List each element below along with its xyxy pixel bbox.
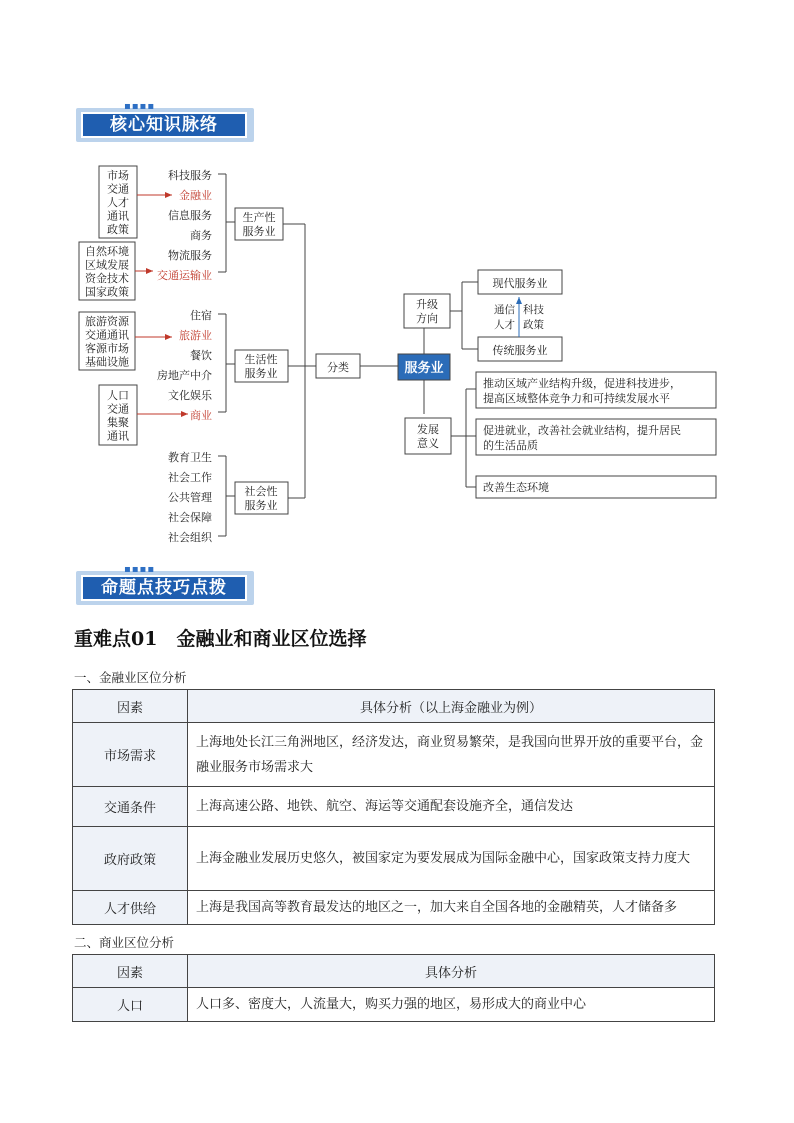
social-item: 社会工作: [168, 471, 212, 484]
knowledge-mindmap: [0, 0, 794, 560]
analysis-cell: 上海地处长江三角洲地区，经济发达，商业贸易繁荣，是我国向世界开放的重要平台，金融业服务市场需求大: [188, 723, 715, 787]
life-item: 文化娱乐: [168, 389, 212, 402]
factor-text: 人才: [107, 196, 129, 209]
factor-text: 市场: [107, 169, 129, 182]
root-label: 服务业: [404, 361, 444, 376]
life-item: 房地产中介: [157, 369, 212, 382]
producer-item: 商务: [190, 229, 212, 242]
analysis-cell: 上海金融业发展历史悠久，被国家定为要发展成为国际金融中心，国家政策支持力度大: [188, 827, 715, 891]
page-heading: 重难点01 金融业和商业区位选择: [74, 628, 367, 650]
traditional-services-label: 传统服务业: [492, 344, 548, 357]
factor-text: 国家政策: [85, 285, 129, 299]
producer-item: 科技服务: [168, 169, 212, 182]
factor-text: 交通: [107, 182, 129, 196]
factor-text: 区域发展: [85, 258, 129, 272]
producer-item: 物流服务: [168, 249, 212, 262]
driver-text: 人才: [494, 319, 515, 331]
table-row: [73, 827, 715, 891]
producer-item: 交通运输业: [157, 269, 212, 282]
factor-text: 集聚: [107, 416, 129, 429]
life-item: 商业: [190, 409, 212, 422]
life-item: 住宿: [190, 309, 212, 322]
header-cell: 因素: [73, 690, 188, 723]
factor-cell: 人才供给: [73, 891, 188, 925]
upgrade-label: 升级: [416, 298, 438, 311]
social-item: 社会组织: [168, 531, 212, 544]
social-item: 社会保障: [168, 511, 212, 524]
table-row: [73, 723, 715, 787]
section-banner-tips: [76, 565, 254, 603]
driver-text: 通信: [494, 304, 515, 316]
banner-dots: ▪▪▪▪: [124, 564, 156, 575]
social-item: 教育卫生: [168, 451, 212, 464]
factor-cell: 交通条件: [73, 787, 188, 827]
header-cell: 具体分析（以上海金融业为例）: [188, 690, 715, 723]
table-header-row: [73, 955, 715, 988]
banner-title: 核心知识脉络: [81, 112, 247, 138]
meaning-text: 促进就业，改善社会就业结构，提升居民: [483, 424, 681, 437]
commerce-subtitle: 二、商业区位分析: [74, 935, 175, 950]
meaning-text: 提高区域整体竞争力和可持续发展水平: [483, 392, 670, 405]
header-cell: 因素: [73, 955, 188, 988]
factor-text: 自然环境: [85, 245, 129, 258]
life-services-label: 生活性: [244, 353, 278, 366]
commerce-table: [72, 954, 715, 1022]
factor-text: 客源市场: [85, 342, 129, 355]
producer-services-label: 服务业: [242, 225, 276, 238]
producer-item: 金融业: [179, 189, 212, 202]
upgrade-label: 方向: [416, 312, 438, 325]
producer-item: 信息服务: [168, 209, 212, 222]
table-row: [73, 787, 715, 827]
table-row: [73, 988, 715, 1022]
analysis-cell: 上海是我国高等教育最发达的地区之一，加大来自全国各地的金融精英，人才储备多: [188, 891, 715, 925]
social-item: 公共管理: [168, 491, 212, 504]
significance-label: 发展: [417, 423, 439, 436]
driver-text: 科技: [523, 304, 544, 316]
banner-title: 命题点技巧点拨: [81, 575, 247, 601]
meaning-text: 改善生态环境: [483, 481, 549, 494]
factor-text: 资金技术: [85, 272, 129, 285]
classify-label: 分类: [327, 361, 349, 374]
factor-text: 旅游资源: [85, 315, 129, 328]
life-item: 餐饮: [190, 349, 212, 362]
meaning-text: 推动区域产业结构升级，促进科技进步，: [483, 377, 681, 390]
factor-text: 基础设施: [85, 355, 129, 369]
life-item: 旅游业: [179, 329, 212, 342]
factor-text: 人口: [107, 389, 129, 402]
social-services-label: 服务业: [244, 499, 278, 512]
table-row: [73, 891, 715, 925]
producer-services-label: 生产性: [242, 211, 276, 224]
finance-table: [72, 689, 715, 925]
significance-label: 意义: [417, 437, 439, 450]
modern-services-label: 现代服务业: [492, 277, 548, 290]
factor-text: 通讯: [107, 429, 129, 443]
factor-text: 政策: [107, 223, 129, 236]
factor-cell: 市场需求: [73, 723, 188, 787]
analysis-cell: 人口多、密度大，人流量大，购买力强的地区，易形成大的商业中心: [188, 988, 715, 1022]
header-cell: 具体分析: [188, 955, 715, 988]
table-header-row: [73, 690, 715, 723]
factor-text: 交通通讯: [85, 328, 129, 342]
factor-cell: 政府政策: [73, 827, 188, 891]
finance-subtitle: 一、金融业区位分析: [74, 670, 187, 685]
factor-text: 交通: [107, 402, 129, 416]
life-services-label: 服务业: [244, 367, 278, 380]
social-services-label: 社会性: [244, 485, 278, 498]
banner-dots: ▪▪▪▪: [124, 101, 156, 112]
factor-cell: 人口: [73, 988, 188, 1022]
factor-text: 通讯: [107, 209, 129, 223]
analysis-cell: 上海高速公路、地铁、航空、海运等交通配套设施齐全，通信发达: [188, 787, 715, 827]
driver-text: 政策: [523, 319, 544, 331]
meaning-text: 的生活品质: [483, 439, 538, 452]
